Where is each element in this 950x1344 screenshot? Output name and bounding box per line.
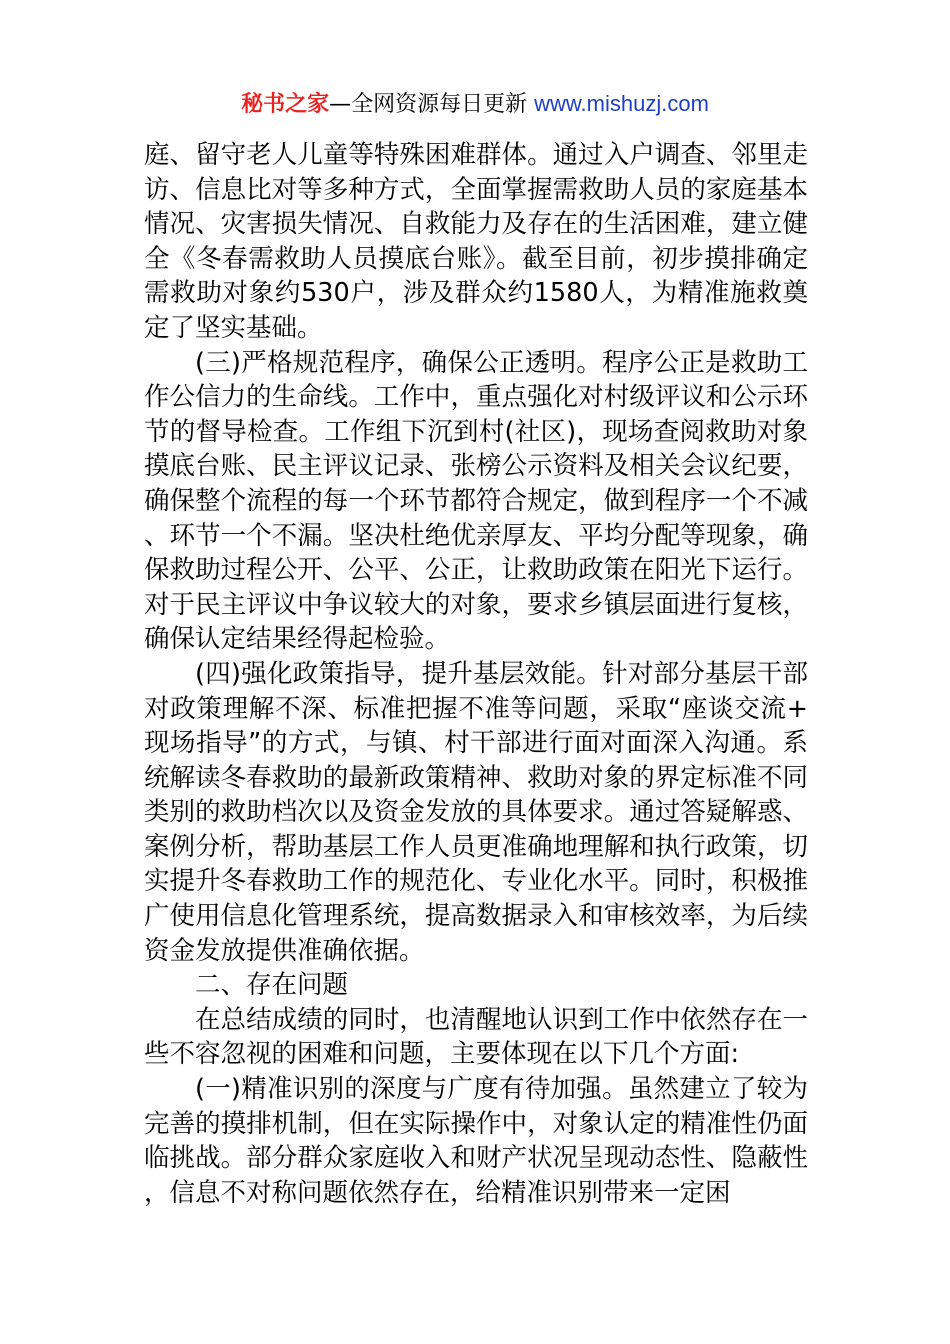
section-heading-problems: 二、存在问题	[195, 970, 349, 1001]
document-body	[144, 138, 808, 1210]
header-url[interactable]: www.mishuzj.com	[534, 91, 709, 116]
paragraph-intro-continued: 庭、留守老人儿童等特殊困难群体。通过入户调查、邻里走访、信息比对等多种方式，全面掌握需救助人员的家庭基本情况、灾害损失情况、自救能力及存在的生活困难，建立健全《冬春需救助人员摸底台账》。截至目前，初步摸排确定需救助对象约530户，涉及群众约1580人，为精准施救奠定了坚实基础。	[144, 140, 808, 343]
paragraph-section-three: (三)严格规范程序，确保公正透明。程序公正是救助工作公信力的生命线。工作中，重点强化对村级评议和公示环节的督导检查。工作组下沉到村(社区)，现场查阅救助对象摸底台账、民主评议记录、张榜公示资料及相关会议纪要，确保整个流程的每一个环节都符合规定，做到程序一个不减、环节一个不漏。坚决杜绝优亲厚友、平均分配等现象，确保救助过程公开、公平、公正，让救助政策在阳光下运行。对于民主评议中争议较大的对象，要求乡镇层面进行复核，确保认定结果经得起检验。	[144, 347, 808, 655]
page-header	[0, 88, 950, 121]
paragraph-problem-one: (一)精准识别的深度与广度有待加强。虽然建立了较为完善的摸排机制，但在实际操作中，对象认定的精准性仍面临挑战。部分群众家庭收入和财产状况呈现动态性、隐蔽性，信息不对称问题依然存在，给精准识别带来一定困	[144, 1074, 808, 1208]
brand-name: 秘书之家	[241, 92, 330, 117]
paragraph-problems-intro: 在总结成绩的同时，也清醒地认识到工作中依然存在一些不容忽视的困难和问题，主要体现在以下几个方面:	[144, 1004, 808, 1070]
header-tagline: 全网资源每日更新	[351, 92, 535, 117]
header-dash: —	[329, 92, 352, 117]
paragraph-section-four: (四)强化政策指导，提升基层效能。针对部分基层干部对政策理解不深、标准把握不准等问题，采取“座谈交流+现场指导”的方式，与镇、村干部进行面对面深入沟通。系统解读冬春救助的最新政策精神、救助对象的界定标准不同类别的救助档次以及资金发放的具体要求。通过答疑解惑、案例分析，帮助基层工作人员更准确地理解和执行政策，切实提升冬春救助工作的规范化、专业化水平。同时，积极推广使用信息化管理系统，提高数据录入和审核效率，为后续资金发放提供准确依据。	[144, 658, 808, 966]
